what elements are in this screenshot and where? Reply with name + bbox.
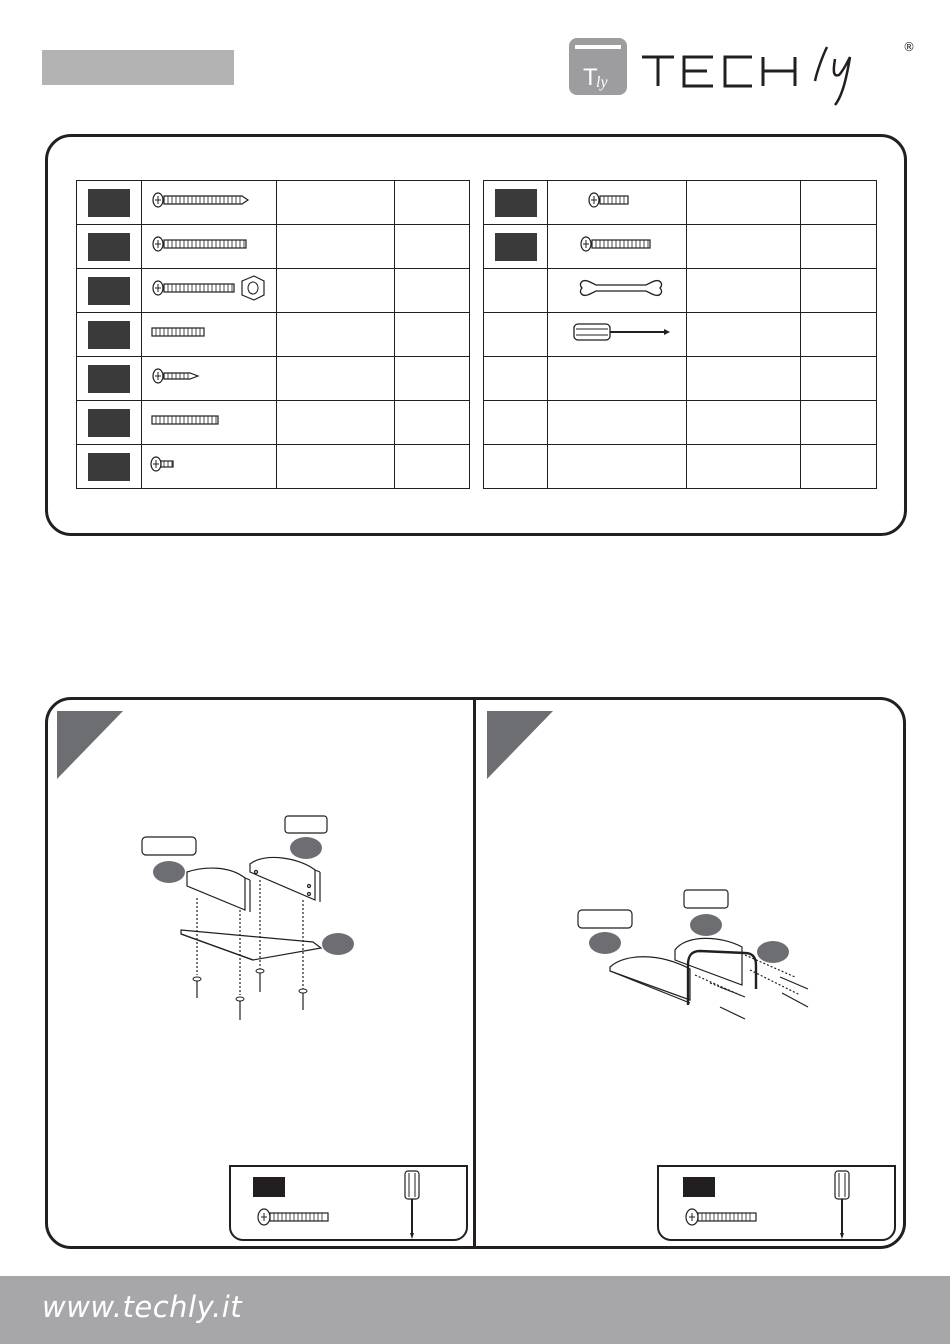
part-name-cell (277, 269, 395, 313)
machine-screw-long-icon (556, 232, 686, 261)
threaded-rod-short-icon (150, 320, 276, 349)
parts-row (484, 445, 877, 489)
part-icon-cell (548, 445, 687, 489)
parts-row (77, 445, 470, 489)
part-icon-cell (142, 313, 277, 357)
part-icon-cell (548, 313, 687, 357)
parts-row (484, 401, 877, 445)
registered-mark: ® (903, 40, 915, 54)
part-name-cell (277, 313, 395, 357)
part-qty-cell (801, 181, 877, 225)
part-code-cell (484, 269, 548, 313)
step-1-number-badge (57, 711, 123, 784)
part-name-cell (277, 181, 395, 225)
threaded-rod-long-icon (150, 408, 276, 437)
part-qty-cell (801, 269, 877, 313)
wood-screw-short-icon (150, 364, 276, 393)
part-code-cell (77, 357, 142, 401)
part-name-cell (687, 181, 801, 225)
part-name-cell (687, 225, 801, 269)
part-icon-cell (548, 181, 687, 225)
part-code-box (88, 321, 130, 349)
step-2-number-badge (487, 711, 553, 784)
part-icon-cell (548, 357, 687, 401)
part-name-cell (687, 269, 801, 313)
parts-row (77, 401, 470, 445)
machine-screw-short-icon (556, 188, 686, 217)
part-code-box (495, 189, 537, 217)
part-qty-cell (395, 181, 470, 225)
part-qty-cell (395, 225, 470, 269)
parts-table-left (76, 180, 470, 489)
screwdriver-icon (556, 318, 686, 351)
part-qty-cell (395, 313, 470, 357)
part-code-cell (77, 313, 142, 357)
step-2-screw-icon (685, 1207, 760, 1227)
part-code-cell (484, 181, 548, 225)
step-2-screwdriver-icon (831, 1169, 853, 1241)
part-name-cell (687, 445, 801, 489)
part-name-cell (277, 225, 395, 269)
techly-logo (567, 35, 927, 115)
step-2-callout-b (684, 890, 728, 908)
wood-screw-long-icon (150, 188, 276, 217)
parts-row (77, 357, 470, 401)
part-code-cell (77, 445, 142, 489)
part-code-cell (484, 225, 548, 269)
part-name-cell (687, 357, 801, 401)
part-icon-cell (142, 181, 277, 225)
machine-bolt-long-icon (150, 232, 276, 261)
step-1-callout-a (142, 837, 196, 855)
parts-row (77, 269, 470, 313)
part-code-cell (484, 313, 548, 357)
parts-table-right (483, 180, 877, 489)
part-icon-cell (142, 269, 277, 313)
part-code-box (88, 453, 130, 481)
part-icon-cell (548, 269, 687, 313)
step-divider (473, 698, 476, 1248)
techly-logo-graphic (567, 35, 927, 115)
step-1-screwdriver-icon (401, 1169, 423, 1241)
parts-row (484, 357, 877, 401)
svg-text:ly: ly (596, 74, 608, 91)
part-code-cell (77, 401, 142, 445)
part-qty-cell (395, 445, 470, 489)
step-1-callout-b (285, 816, 327, 833)
part-name-cell (277, 401, 395, 445)
part-code-cell (484, 445, 548, 489)
wrench-icon (556, 274, 686, 307)
part-qty-cell (801, 357, 877, 401)
part-icon-cell (142, 445, 277, 489)
step-1-illustration (135, 810, 375, 1030)
part-name-cell (687, 313, 801, 357)
part-icon-cell (142, 401, 277, 445)
part-code-cell (484, 357, 548, 401)
step-2-tools-box (657, 1165, 896, 1241)
part-code-cell (77, 269, 142, 313)
part-icon-cell (142, 225, 277, 269)
part-code-box (88, 409, 130, 437)
step-1-bolt-icon (257, 1207, 332, 1227)
part-qty-cell (395, 357, 470, 401)
parts-row (77, 313, 470, 357)
small-screw-icon (150, 452, 276, 481)
step-1-tools-box (229, 1165, 468, 1241)
part-code-box (495, 233, 537, 261)
part-qty-cell (801, 401, 877, 445)
step-1-part-code-box (253, 1177, 285, 1197)
part-name-cell (277, 357, 395, 401)
part-code-cell (77, 225, 142, 269)
parts-row (77, 225, 470, 269)
parts-row (77, 181, 470, 225)
step-2-callout-a (578, 910, 632, 928)
part-code-box (88, 233, 130, 261)
parts-row (484, 181, 877, 225)
part-qty-cell (395, 269, 470, 313)
part-code-box (88, 189, 130, 217)
part-code-box (88, 277, 130, 305)
footer-website-url[interactable]: www.techly.it (42, 1290, 243, 1324)
parts-row (484, 225, 877, 269)
parts-row (484, 269, 877, 313)
part-qty-cell (801, 225, 877, 269)
part-icon-cell (548, 401, 687, 445)
part-name-cell (687, 401, 801, 445)
part-icon-cell (142, 357, 277, 401)
part-qty-cell (801, 313, 877, 357)
svg-text:T: T (583, 64, 598, 91)
part-icon-cell (548, 225, 687, 269)
part-code-cell (77, 181, 142, 225)
part-qty-cell (395, 401, 470, 445)
part-code-box (88, 365, 130, 393)
bolt-with-nut-icon (150, 273, 276, 308)
parts-row (484, 313, 877, 357)
part-name-cell (277, 445, 395, 489)
title-placeholder-bar (42, 50, 234, 85)
part-code-cell (484, 401, 548, 445)
step-2-illustration (570, 885, 820, 1035)
part-qty-cell (801, 445, 877, 489)
step-2-part-code-box (683, 1177, 715, 1197)
